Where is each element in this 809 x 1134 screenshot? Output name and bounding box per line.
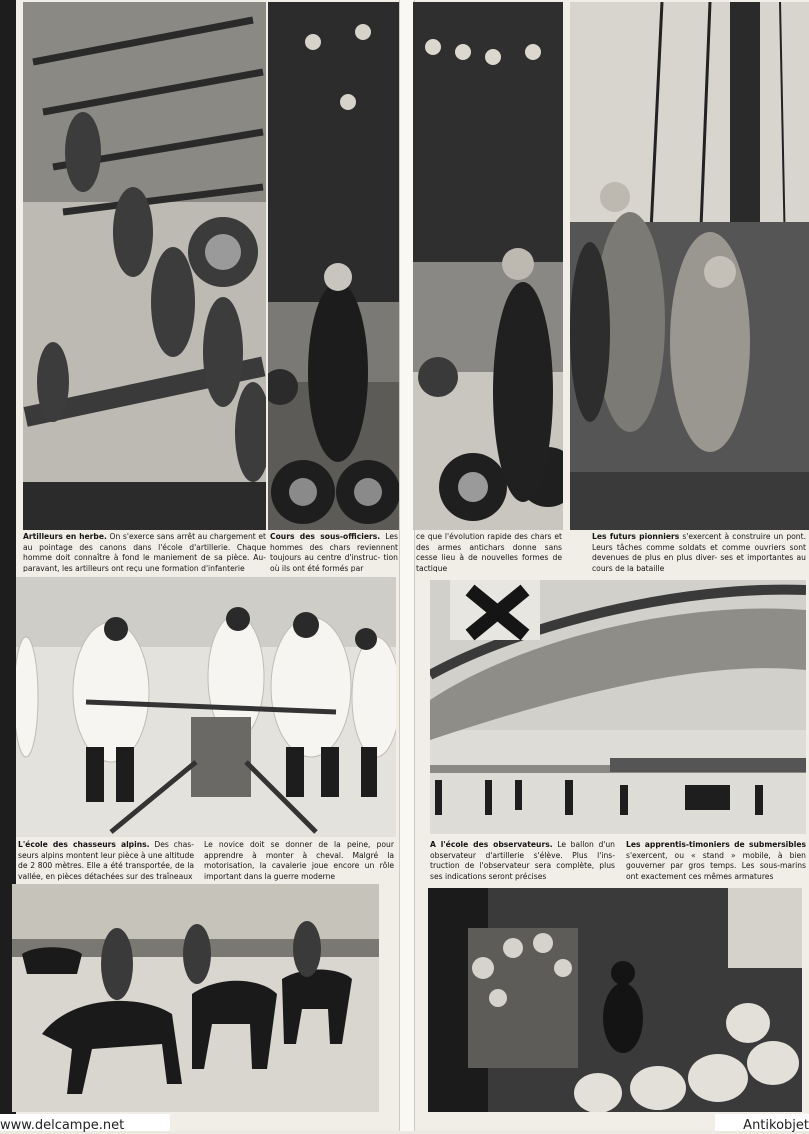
photo-artillery-training [23, 2, 266, 530]
caption-mountain-troops-title: L'école des chasseurs alpins. [18, 840, 150, 849]
caption-observers-title: A l'école des observateurs. [430, 840, 553, 849]
watermark-delcampe: www.delcampe.net [0, 1118, 125, 1133]
caption-cavalry-text: Le novice doit se donner de la peine, pour apprendre à monter à cheval. Malgré la motorisation, la cavalerie joue encore un rôle important dans la guerre moderne [204, 840, 394, 881]
caption-helmsmen-text: s'exercent, ou « stand » mobile, à bien gouverner par gros temps. Les sous-marins ont exactement ces mêmes armatures [626, 850, 806, 881]
caption-tank-officers-text: Les hommes des chars reviennent toujours au centre d'instruc- tion où ils ont été formés par [270, 532, 398, 572]
photo-tank-course [413, 2, 563, 530]
caption-pioneers-text: s'exercent à construire un pont. Leurs tâches comme soldats et comme ouvriers sont devenues de plus en plus diver- ses et importantes au cours de la bataille [592, 532, 806, 572]
photo-tank-officers [268, 2, 399, 530]
footer-left [0, 1114, 170, 1131]
caption-artillery-title: Artilleurs en herbe. [23, 532, 107, 541]
caption-helmsmen [626, 840, 806, 882]
caption-tank-evolution [416, 532, 562, 572]
caption-pioneers [592, 532, 806, 572]
photo-mountain-troops [16, 577, 396, 837]
photo-cavalry-riders [12, 884, 379, 1112]
caption-pioneers-title: Les futurs pionniers [592, 532, 680, 541]
caption-observers-text: Le ballon d'un observateur d'artillerie s'élève. Plus l'ins- truction de l'observateur sera complète, plus ses indications seront précises [430, 840, 615, 881]
caption-artillery-text: On s'exerce sans arrêt au chargement et au pointage des canons dans l'école d'artillerie. Chaque homme doit connaître à fond le maniement de sa pièce. Au- paravant, les artilleurs ont reçu une formation d'infanterie [23, 532, 266, 572]
caption-mountain-troops [18, 840, 194, 882]
caption-tank-officers [270, 532, 398, 572]
caption-artillery [23, 532, 266, 572]
caption-helmsmen-title: Les apprentis-timoniers de submersibles [626, 840, 806, 849]
watermark-antikobjet: Antikobjet [743, 1118, 809, 1133]
photo-pioneers-bridge [570, 2, 809, 530]
caption-observers [430, 840, 615, 882]
caption-mountain-troops-text: Des chas- seurs alpins montent leur pièce à une altitude de 2 800 mètres. Elle a été transportée, de la vallée, en pièces détachées sur des traîneaux [18, 840, 194, 881]
photo-submarine-training [428, 888, 802, 1112]
caption-tank-evolution-text: ce que l'évolution rapide des chars et des armes antichars donne sans cesse lieu à de nouvelles formes de tactique [416, 532, 562, 572]
caption-tank-officers-title: Cours des sous-officiers. [270, 532, 381, 541]
photo-observer-balloon [430, 580, 806, 834]
footer-right [715, 1114, 809, 1131]
caption-cavalry [204, 840, 394, 882]
